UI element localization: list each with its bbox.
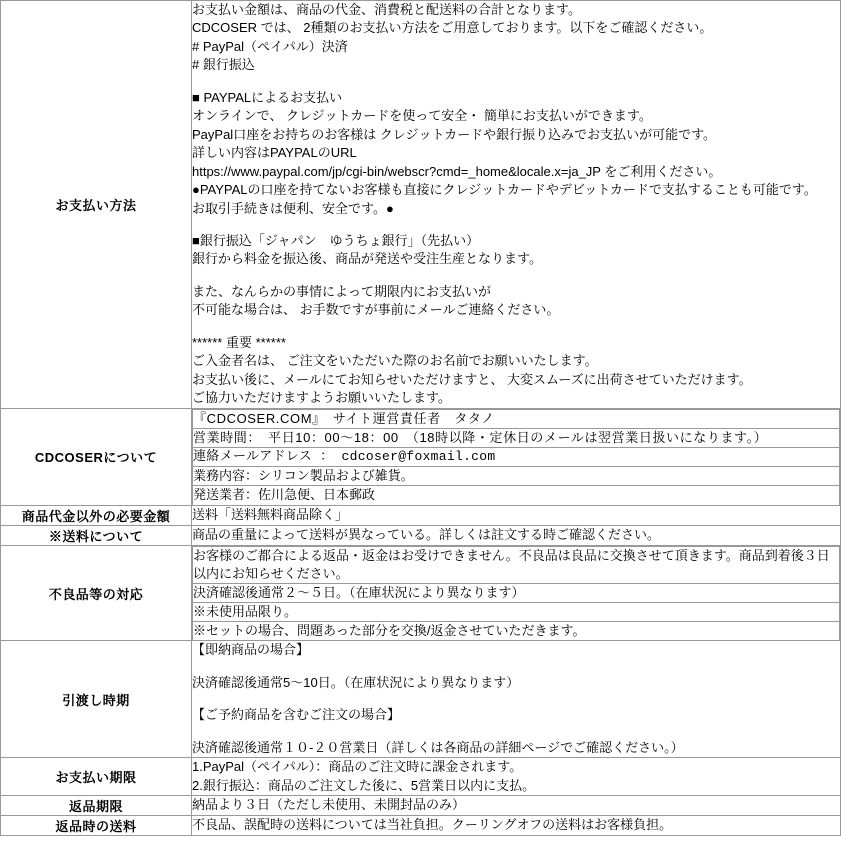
inner-table-body — [193, 409, 840, 504]
line: # 銀行振込 — [192, 57, 255, 73]
inner-table — [192, 546, 840, 641]
line: CDCOSER では、 2種類のお支払い方法をご用意しております。以下をご確認ください。 — [192, 20, 713, 36]
line: ご協力いただけますようお願いいたします。 — [192, 390, 451, 406]
row-value-return-shipping — [192, 816, 841, 836]
list-item — [193, 622, 840, 641]
list-item — [193, 486, 840, 505]
list-item — [193, 603, 840, 622]
list-item — [193, 409, 840, 428]
line: お支払い金額は、商品の代金、消費税と配送料の合計となります。 — [192, 2, 581, 17]
line: ****** 重要 ****** — [192, 334, 286, 350]
line: 送料「送料無料商品除く」 — [192, 506, 349, 522]
line: 銀行から料金を振込後、商品が発送や受注生産となります。 — [192, 251, 542, 267]
defect-line: お客様のご都合による返品・返金はお受けできません。不良品は良品に交換させて頂きます。商品到着後３日以内にお知らせください。 — [193, 546, 840, 583]
line: 2.銀行振込：商品のご注文した後に、5営業日以内に支払。 — [192, 777, 536, 793]
row-label-about-cdcoser: CDCOSERについて — [1, 408, 192, 505]
line: ●PAYPALの口座を持てないお客様も直接にクレジットカードやデビットカードで支払することも可能です。 — [192, 182, 817, 198]
table-row — [1, 505, 841, 525]
row-label-delivery-time: 引渡し時期 — [1, 641, 192, 758]
defect-line: ※セットの場合、問題あった部分を交換/返金させていただきます。 — [193, 622, 840, 641]
spacer — [192, 320, 840, 334]
defect-line: 決済確認後通常２～５日。（在庫状況により異なります） — [193, 583, 840, 602]
inner-table — [192, 409, 840, 505]
line: お支払い後に、メールにてお知らせいただけますと、 大変スムーズに出荷させていただけます。 — [192, 371, 752, 387]
row-value-defective-items — [192, 545, 841, 641]
line: 不良品、誤配時の送料については当社負担。クーリングオフの送料はお客様負担。 — [192, 817, 673, 833]
row-value-payment-deadline — [192, 758, 841, 796]
line: オンラインで、 クレジットカードを使って安全・ 簡単にお支払いができます。 — [192, 108, 652, 124]
table-row — [1, 525, 841, 545]
about-line-email: 連絡メールアドレス ： cdcoser@foxmail.com — [193, 447, 840, 466]
line: 決済確認後通常5～10日。（在庫状況により異なります） — [192, 674, 520, 690]
about-line: 『CDCOSER.COM』 サイト運営責任者 タタノ — [193, 409, 840, 428]
list-item — [193, 447, 840, 466]
line: 【ご予約商品を含むご注文の場合】 — [192, 707, 401, 723]
line: 決済確認後通常１０-２０営業日（詳しくは各商品の詳細ページでご確認ください。） — [192, 739, 684, 755]
spacer — [192, 660, 840, 674]
spacer — [192, 269, 840, 283]
spacer — [192, 75, 840, 89]
row-label-extra-fees: 商品代金以外の必要金額 — [1, 505, 192, 525]
row-label-defective-items: 不良品等の対応 — [1, 545, 192, 641]
line: 【即納商品の場合】 — [192, 642, 310, 658]
line: また、なんらかの事情によって期限内にお支払いが — [192, 283, 492, 299]
line: ■ PAYPALによるお支払い — [192, 89, 343, 105]
spacer — [192, 725, 840, 739]
line: 不可能な場合は、 お手数ですが事前にメールご連絡ください。 — [192, 302, 560, 318]
about-line: 発送業者：佐川急便、日本郵政 — [193, 486, 840, 505]
row-label-payment-method: お支払い方法 — [1, 1, 192, 409]
text-lines — [192, 1, 840, 408]
row-label-shipping-fee: ※送料について — [1, 525, 192, 545]
row-value-return-deadline — [192, 796, 841, 816]
line: 詳しい内容はPAYPALのURL — [192, 145, 357, 161]
row-label-return-shipping: 返品時の送料 — [1, 816, 192, 836]
line: PayPal口座をお持ちのお客様は クレジットカードや銀行振り込みでお支払いが可能です。 — [192, 126, 717, 142]
table-row — [1, 816, 841, 836]
paypal-url-line: https://www.paypal.com/jp/cgi-bin/webscr?cmd=_home&locale.x=ja_JP をご利用ください。 — [192, 163, 722, 179]
row-label-payment-deadline: お支払い期限 — [1, 758, 192, 796]
table-body — [1, 1, 841, 836]
list-item — [193, 467, 840, 486]
list-item — [193, 546, 840, 583]
list-item — [193, 428, 840, 447]
table-row — [1, 758, 841, 796]
table-row — [1, 545, 841, 641]
row-value-shipping-fee — [192, 525, 841, 545]
about-line: 営業時間： 平日10：00～18：00 （18時以降・定休日のメールは翌営業日扱いになります。） — [193, 428, 840, 447]
line: # PayPal（ペイパル）決済 — [192, 38, 348, 54]
line: 商品の重量によって送料が異なっている。詳しくは註文する時ご確認ください。 — [192, 526, 661, 542]
row-value-payment-method — [192, 1, 841, 409]
table-row — [1, 408, 841, 505]
defect-line: ※未使用品限り。 — [193, 603, 840, 622]
line: 納品より３日（ただし未使用、未開封品のみ） — [192, 797, 466, 813]
about-line: 業務内容：シリコン製品および雑貨。 — [193, 467, 840, 486]
table-row — [1, 641, 841, 758]
row-value-extra-fees — [192, 505, 841, 525]
inner-table-body — [193, 546, 840, 640]
table-row — [1, 1, 841, 409]
row-label-return-deadline: 返品期限 — [1, 796, 192, 816]
line: ご入金者名は、 ご注文をいただいた際のお名前でお願いいたします。 — [192, 353, 598, 369]
spacer — [192, 218, 840, 232]
row-value-delivery-time — [192, 641, 841, 758]
line: 1.PayPal（ペイパル）：商品のご注文時に課金されます。 — [192, 759, 523, 775]
list-item — [193, 583, 840, 602]
line: お取引手続きは便利、安全です。● — [192, 200, 394, 216]
row-value-about-cdcoser — [192, 408, 841, 505]
table-row — [1, 796, 841, 816]
line: ■銀行振込「ジャパン ゆうちょ銀行」（先払い） — [192, 232, 480, 248]
spacer — [192, 692, 840, 706]
